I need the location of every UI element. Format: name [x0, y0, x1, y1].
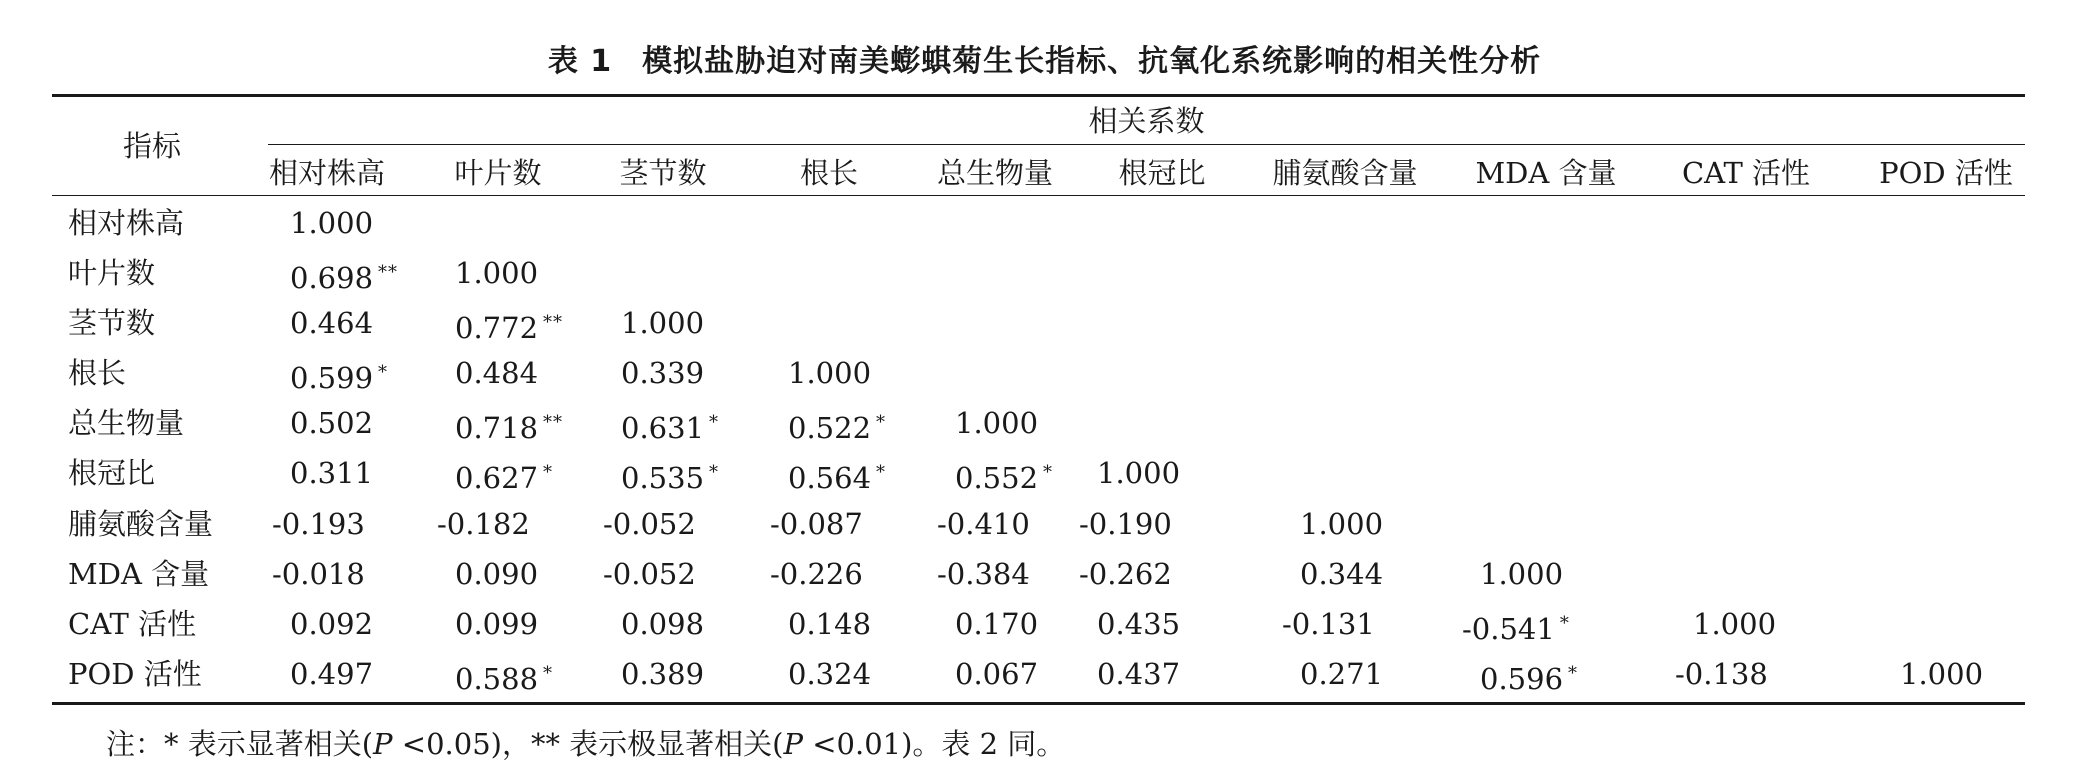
value-number: -0.052	[603, 557, 696, 591]
value-number: 0.311	[290, 456, 374, 490]
value-number: -0.131	[1282, 607, 1375, 641]
significance-mark: **	[543, 312, 564, 333]
value-number: 1.000	[290, 206, 374, 240]
correlation-value	[455, 255, 538, 291]
value-number: 0.148	[788, 607, 872, 641]
row-label: CAT 活性	[68, 607, 197, 641]
significance-mark: *	[876, 412, 887, 433]
value-number: 0.599	[290, 361, 374, 395]
correlation-value	[290, 455, 373, 491]
note-middle: <0.05)，** 表示极显著相关(	[392, 727, 784, 761]
correlation-value	[455, 656, 553, 697]
correlation-value	[1282, 606, 1375, 642]
column-header: MDA 含量	[1475, 156, 1617, 190]
correlation-value	[1693, 606, 1776, 642]
value-number: 0.099	[455, 607, 539, 641]
value-number: 1.000	[455, 256, 539, 290]
value-number: 0.698	[290, 261, 374, 295]
value-number: -0.410	[937, 507, 1030, 541]
value-number: -0.087	[770, 507, 863, 541]
table-caption	[0, 36, 2089, 80]
top-rule	[52, 94, 2025, 97]
value-number: 0.588	[455, 662, 539, 696]
row-label: 茎节数	[68, 306, 156, 340]
value-number: -0.190	[1079, 507, 1172, 541]
value-number: 0.170	[955, 607, 1039, 641]
correlation-value	[290, 656, 373, 692]
significance-mark: *	[876, 462, 887, 483]
correlation-value	[770, 506, 863, 542]
row-label: 脯氨酸含量	[68, 507, 214, 541]
correlation-value	[788, 405, 886, 446]
value-number: 1.000	[1097, 456, 1181, 490]
value-number: 0.067	[955, 657, 1039, 691]
value-number: 0.631	[621, 411, 705, 445]
value-number: 1.000	[1300, 507, 1384, 541]
row-label: POD 活性	[68, 657, 202, 691]
value-number: 0.535	[621, 461, 705, 495]
significance-mark: **	[543, 412, 564, 433]
table-number: 表 1	[547, 44, 613, 79]
significance-mark: *	[543, 663, 554, 684]
correlation-value	[455, 455, 553, 496]
correlation-value	[1079, 556, 1172, 592]
correlation-value	[272, 506, 365, 542]
correlation-value	[290, 355, 388, 396]
correlation-value	[621, 455, 719, 496]
correlation-value	[955, 455, 1053, 496]
column-header: 总生物量	[936, 156, 1053, 190]
correlation-value	[1480, 556, 1563, 592]
column-header: 茎节数	[619, 156, 707, 190]
column-header: 叶片数	[454, 156, 542, 190]
value-number: 0.389	[621, 657, 705, 691]
correlation-value	[955, 405, 1038, 441]
correlation-value	[955, 606, 1038, 642]
correlation-value	[788, 606, 871, 642]
correlation-value	[1097, 656, 1180, 692]
value-number: 0.502	[290, 406, 374, 440]
value-number: 0.718	[455, 411, 539, 445]
value-number: 0.522	[788, 411, 872, 445]
correlation-value	[455, 606, 538, 642]
value-number: 0.098	[621, 607, 705, 641]
value-number: 0.464	[290, 306, 374, 340]
note-p-symbol-2: P	[783, 727, 804, 761]
significance-mark: *	[1043, 462, 1054, 483]
value-number: 0.564	[788, 461, 872, 495]
value-number: 0.435	[1097, 607, 1181, 641]
correlation-value	[290, 305, 373, 341]
value-number: -0.052	[603, 507, 696, 541]
column-header: 根长	[799, 156, 858, 190]
correlation-value	[1675, 656, 1768, 692]
value-number: 0.090	[455, 557, 539, 591]
value-number: 0.552	[955, 461, 1039, 495]
value-number: -0.226	[770, 557, 863, 591]
value-number: 0.437	[1097, 657, 1181, 691]
value-number: -0.541	[1462, 612, 1555, 646]
value-number: 1.000	[621, 306, 705, 340]
column-header: 脯氨酸含量	[1272, 156, 1418, 190]
significance-mark: *	[709, 462, 720, 483]
correlation-value	[290, 205, 373, 241]
column-header: CAT 活性	[1681, 156, 1811, 190]
table-note	[106, 726, 1065, 762]
value-number: 1.000	[955, 406, 1039, 440]
correlation-value	[1300, 506, 1383, 542]
value-number: 0.344	[1300, 557, 1384, 591]
row-label: 叶片数	[68, 256, 156, 290]
correlation-value	[621, 606, 704, 642]
value-number: 1.000	[1900, 657, 1984, 691]
value-number: 0.497	[290, 657, 374, 691]
correlation-value	[788, 455, 886, 496]
value-number: -0.384	[937, 557, 1030, 591]
correlation-value	[621, 405, 719, 446]
value-number: 1.000	[788, 356, 872, 390]
value-number: 0.092	[290, 607, 374, 641]
correlation-value	[1480, 656, 1578, 697]
significance-mark: **	[378, 262, 399, 283]
correlation-value	[437, 506, 530, 542]
correlation-value	[455, 405, 563, 446]
correlation-value	[290, 606, 373, 642]
correlation-value	[788, 656, 871, 692]
significance-mark: *	[543, 462, 554, 483]
value-number: 0.339	[621, 356, 705, 390]
group-header: 相关系数	[1088, 104, 1205, 138]
correlation-value	[955, 656, 1038, 692]
value-number: 0.772	[455, 311, 539, 345]
correlation-value	[788, 355, 871, 391]
value-number: 0.484	[455, 356, 539, 390]
correlation-value	[455, 305, 563, 346]
correlation-value	[937, 556, 1030, 592]
significance-mark: *	[1559, 613, 1570, 634]
row-label: 根长	[68, 356, 127, 390]
value-number: 0.596	[1480, 662, 1564, 696]
correlation-value	[1300, 556, 1383, 592]
column-header: 根冠比	[1118, 156, 1206, 190]
value-number: 0.324	[788, 657, 872, 691]
correlation-value	[1900, 656, 1983, 692]
significance-mark: *	[378, 362, 389, 383]
column-header: 相对株高	[268, 156, 385, 190]
significance-mark: *	[1568, 663, 1579, 684]
note-p-symbol-1: P	[373, 727, 393, 761]
value-number: 0.627	[455, 461, 539, 495]
correlation-value	[603, 556, 696, 592]
correlation-value	[1097, 455, 1180, 491]
correlation-value	[621, 656, 704, 692]
row-label: 总生物量	[68, 406, 185, 440]
correlation-value	[455, 556, 538, 592]
index-header: 指标	[122, 129, 181, 163]
bottom-rule	[52, 702, 2025, 705]
correlation-value	[1079, 506, 1172, 542]
correlation-value	[603, 506, 696, 542]
row-label: MDA 含量	[68, 557, 210, 591]
value-number: -0.018	[272, 557, 365, 591]
correlation-value	[290, 255, 398, 296]
value-number: 0.271	[1300, 657, 1384, 691]
correlation-value	[1300, 656, 1383, 692]
correlation-value	[770, 556, 863, 592]
value-number: 1.000	[1480, 557, 1564, 591]
note-prefix: 注：* 表示显著相关(	[106, 727, 374, 761]
correlation-value	[621, 305, 704, 341]
correlation-value	[1097, 606, 1180, 642]
header-rule	[52, 195, 2025, 196]
value-number: 1.000	[1693, 607, 1777, 641]
table-title: 模拟盐胁迫对南美蟛蜞菊生长指标、抗氧化系统影响的相关性分析	[642, 44, 1542, 79]
correlation-value	[937, 506, 1030, 542]
correlation-value	[621, 355, 704, 391]
group-underline	[268, 144, 2025, 145]
correlation-value	[272, 556, 365, 592]
note-suffix: <0.01)。表 2 同。	[803, 727, 1066, 761]
correlation-value	[290, 405, 373, 441]
significance-mark: *	[709, 412, 720, 433]
value-number: -0.193	[272, 507, 365, 541]
value-number: -0.182	[437, 507, 530, 541]
column-header: POD 活性	[1879, 156, 2013, 190]
correlation-value	[455, 355, 538, 391]
row-label: 相对株高	[68, 206, 185, 240]
value-number: -0.262	[1079, 557, 1172, 591]
correlation-value	[1462, 606, 1570, 647]
value-number: -0.138	[1675, 657, 1768, 691]
row-label: 根冠比	[68, 456, 156, 490]
